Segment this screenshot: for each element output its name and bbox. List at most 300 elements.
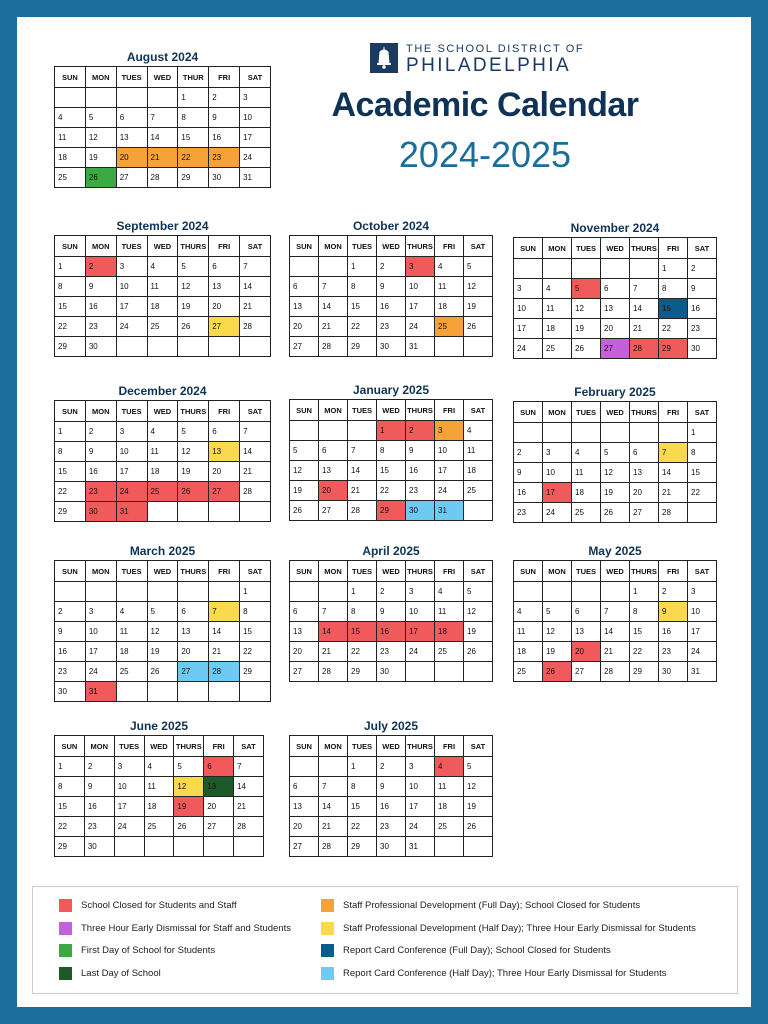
day-cell: 15 bbox=[377, 461, 406, 481]
day-cell: 29 bbox=[630, 662, 659, 682]
day-cell: 19 bbox=[178, 297, 209, 317]
weekday-header: SUN bbox=[290, 400, 319, 421]
legend-item bbox=[59, 897, 237, 913]
week-row bbox=[514, 483, 717, 503]
week-row bbox=[514, 622, 717, 642]
day-cell: 10 bbox=[543, 463, 572, 483]
weekday-header: SUN bbox=[514, 402, 543, 423]
month-calendar bbox=[54, 382, 271, 522]
empty-day-cell bbox=[543, 582, 572, 602]
week-row bbox=[290, 421, 493, 441]
day-cell: 16 bbox=[209, 128, 240, 148]
weekday-header: THURS bbox=[174, 736, 204, 757]
day-cell: 20 bbox=[630, 483, 659, 503]
day-cell: 24 bbox=[406, 317, 435, 337]
day-cell: 19 bbox=[543, 642, 572, 662]
week-row bbox=[290, 662, 493, 682]
day-cell: 3 bbox=[116, 422, 147, 442]
day-cell: 16 bbox=[659, 622, 688, 642]
day-cell: 3 bbox=[406, 757, 435, 777]
day-cell: 29 bbox=[659, 339, 688, 359]
empty-day-cell bbox=[240, 682, 271, 702]
day-cell: 26 bbox=[85, 168, 116, 188]
day-cell: 5 bbox=[85, 108, 116, 128]
day-cell: 29 bbox=[55, 837, 85, 857]
empty-day-cell bbox=[178, 502, 209, 522]
empty-day-cell bbox=[435, 837, 464, 857]
weekday-header: SAT bbox=[688, 561, 717, 582]
day-cell: 18 bbox=[116, 642, 147, 662]
day-cell: 23 bbox=[659, 642, 688, 662]
day-cell: 22 bbox=[348, 817, 377, 837]
day-cell: 10 bbox=[406, 777, 435, 797]
week-row bbox=[514, 339, 717, 359]
empty-day-cell bbox=[290, 757, 319, 777]
day-cell: 28 bbox=[319, 662, 348, 682]
day-cell: 8 bbox=[688, 443, 717, 463]
day-cell: 11 bbox=[543, 299, 572, 319]
day-cell: 29 bbox=[348, 837, 377, 857]
week-row bbox=[55, 622, 271, 642]
day-cell: 30 bbox=[377, 662, 406, 682]
day-cell: 13 bbox=[209, 442, 240, 462]
weekday-header-row bbox=[290, 561, 493, 582]
week-row bbox=[55, 168, 271, 188]
week-row bbox=[514, 503, 717, 523]
day-cell: 9 bbox=[209, 108, 240, 128]
day-cell: 11 bbox=[55, 128, 86, 148]
weekday-header: SAT bbox=[464, 400, 493, 421]
legend-swatch bbox=[321, 922, 334, 935]
day-cell: 30 bbox=[85, 337, 116, 357]
empty-day-cell bbox=[572, 259, 601, 279]
day-cell: 9 bbox=[377, 602, 406, 622]
day-cell: 28 bbox=[147, 168, 178, 188]
month-grid bbox=[513, 560, 717, 682]
day-cell: 6 bbox=[209, 422, 240, 442]
legend-swatch bbox=[321, 899, 334, 912]
legend-swatch bbox=[321, 967, 334, 980]
empty-day-cell bbox=[55, 582, 86, 602]
week-row bbox=[55, 837, 264, 857]
week-row bbox=[290, 501, 493, 521]
day-cell: 13 bbox=[572, 622, 601, 642]
day-cell: 1 bbox=[688, 423, 717, 443]
weekday-header: SUN bbox=[290, 561, 319, 582]
week-row bbox=[290, 257, 493, 277]
day-cell: 1 bbox=[348, 582, 377, 602]
day-cell: 1 bbox=[348, 757, 377, 777]
day-cell: 10 bbox=[116, 442, 147, 462]
day-cell: 12 bbox=[464, 777, 493, 797]
weekday-header: MON bbox=[85, 236, 116, 257]
day-cell: 2 bbox=[377, 757, 406, 777]
day-cell: 26 bbox=[290, 501, 319, 521]
weekday-header: FRI bbox=[435, 736, 464, 757]
month-calendar bbox=[54, 48, 271, 188]
day-cell: 1 bbox=[178, 88, 209, 108]
day-cell: 23 bbox=[85, 482, 116, 502]
day-cell: 14 bbox=[601, 622, 630, 642]
empty-day-cell bbox=[147, 337, 178, 357]
month-calendar bbox=[513, 383, 717, 523]
weekday-header: WED bbox=[147, 561, 178, 582]
month-title: October 2024 bbox=[352, 219, 430, 233]
weekday-header: MON bbox=[319, 736, 348, 757]
day-cell: 18 bbox=[572, 483, 601, 503]
day-cell: 12 bbox=[85, 128, 116, 148]
day-cell: 21 bbox=[234, 797, 264, 817]
day-cell: 6 bbox=[319, 441, 348, 461]
week-row bbox=[55, 642, 271, 662]
day-cell: 20 bbox=[319, 481, 348, 501]
weekday-header-row bbox=[290, 236, 493, 257]
month-title: May 2025 bbox=[588, 544, 642, 558]
day-cell: 1 bbox=[55, 757, 85, 777]
day-cell: 11 bbox=[116, 622, 147, 642]
week-row bbox=[290, 817, 493, 837]
day-cell: 27 bbox=[204, 817, 234, 837]
weekday-header: SUN bbox=[290, 236, 319, 257]
week-row bbox=[514, 602, 717, 622]
legend-swatch bbox=[59, 967, 72, 980]
day-cell: 31 bbox=[85, 682, 116, 702]
day-cell: 17 bbox=[406, 622, 435, 642]
day-cell: 4 bbox=[464, 421, 493, 441]
week-row bbox=[55, 277, 271, 297]
day-cell: 7 bbox=[319, 777, 348, 797]
day-cell: 8 bbox=[348, 277, 377, 297]
day-cell: 2 bbox=[688, 259, 717, 279]
empty-day-cell bbox=[572, 582, 601, 602]
day-cell: 16 bbox=[55, 642, 86, 662]
empty-day-cell bbox=[319, 421, 348, 441]
legend-swatch bbox=[59, 944, 72, 957]
weekday-header: MON bbox=[84, 736, 114, 757]
week-row bbox=[55, 777, 264, 797]
legend-swatch bbox=[59, 922, 72, 935]
day-cell: 9 bbox=[85, 442, 116, 462]
week-row bbox=[55, 442, 271, 462]
day-cell: 12 bbox=[174, 777, 204, 797]
week-row bbox=[290, 277, 493, 297]
week-row bbox=[514, 279, 717, 299]
day-cell: 12 bbox=[290, 461, 319, 481]
empty-day-cell bbox=[290, 257, 319, 277]
day-cell: 21 bbox=[319, 317, 348, 337]
day-cell: 7 bbox=[147, 108, 178, 128]
day-cell: 12 bbox=[464, 602, 493, 622]
empty-day-cell bbox=[116, 337, 147, 357]
legend-swatch bbox=[59, 899, 72, 912]
month-grid bbox=[54, 560, 271, 702]
day-cell: 1 bbox=[377, 421, 406, 441]
weekday-header: WED bbox=[144, 736, 174, 757]
day-cell: 27 bbox=[290, 337, 319, 357]
day-cell: 7 bbox=[630, 279, 659, 299]
day-cell: 19 bbox=[464, 297, 493, 317]
day-cell: 7 bbox=[319, 602, 348, 622]
legend-item bbox=[59, 942, 215, 958]
day-cell: 10 bbox=[435, 441, 464, 461]
empty-day-cell bbox=[464, 337, 493, 357]
day-cell: 7 bbox=[601, 602, 630, 622]
day-cell: 31 bbox=[435, 501, 464, 521]
day-cell: 1 bbox=[55, 422, 86, 442]
weekday-header-row bbox=[514, 402, 717, 423]
day-cell: 2 bbox=[85, 257, 116, 277]
day-cell: 31 bbox=[240, 168, 271, 188]
empty-day-cell bbox=[688, 503, 717, 523]
day-cell: 20 bbox=[290, 817, 319, 837]
weekday-header: MON bbox=[319, 236, 348, 257]
day-cell: 24 bbox=[406, 642, 435, 662]
day-cell: 17 bbox=[116, 462, 147, 482]
weekday-header: TUES bbox=[348, 236, 377, 257]
day-cell: 29 bbox=[240, 662, 271, 682]
day-cell: 20 bbox=[572, 642, 601, 662]
day-cell: 15 bbox=[659, 299, 688, 319]
day-cell: 25 bbox=[116, 662, 147, 682]
day-cell: 19 bbox=[147, 642, 178, 662]
weekday-header: FRI bbox=[659, 561, 688, 582]
day-cell: 23 bbox=[84, 817, 114, 837]
empty-day-cell bbox=[116, 682, 147, 702]
weekday-header: WED bbox=[601, 402, 630, 423]
day-cell: 8 bbox=[659, 279, 688, 299]
month-calendar bbox=[289, 381, 493, 521]
day-cell: 6 bbox=[116, 108, 147, 128]
day-cell: 28 bbox=[234, 817, 264, 837]
weekday-header: MON bbox=[543, 238, 572, 259]
day-cell: 25 bbox=[572, 503, 601, 523]
day-cell: 14 bbox=[240, 277, 271, 297]
day-cell: 17 bbox=[114, 797, 144, 817]
day-cell: 5 bbox=[178, 257, 209, 277]
day-cell: 8 bbox=[55, 777, 85, 797]
weekday-header: THURS bbox=[406, 736, 435, 757]
day-cell: 14 bbox=[348, 461, 377, 481]
day-cell: 24 bbox=[114, 817, 144, 837]
weekday-header: SAT bbox=[240, 67, 271, 88]
day-cell: 3 bbox=[435, 421, 464, 441]
day-cell: 23 bbox=[209, 148, 240, 168]
day-cell: 23 bbox=[377, 642, 406, 662]
day-cell: 24 bbox=[543, 503, 572, 523]
day-cell: 16 bbox=[377, 297, 406, 317]
day-cell: 16 bbox=[84, 797, 114, 817]
month-title: April 2025 bbox=[362, 544, 420, 558]
month-calendar bbox=[289, 717, 493, 857]
day-cell: 17 bbox=[85, 642, 116, 662]
week-row bbox=[290, 337, 493, 357]
weekday-header: WED bbox=[377, 236, 406, 257]
week-row bbox=[55, 148, 271, 168]
weekday-header: MON bbox=[85, 561, 116, 582]
day-cell: 20 bbox=[116, 148, 147, 168]
empty-day-cell bbox=[659, 423, 688, 443]
empty-day-cell bbox=[144, 837, 174, 857]
day-cell: 15 bbox=[348, 297, 377, 317]
day-cell: 5 bbox=[572, 279, 601, 299]
weekday-header: SUN bbox=[55, 236, 86, 257]
week-row bbox=[55, 108, 271, 128]
day-cell: 9 bbox=[377, 777, 406, 797]
month-grid bbox=[54, 66, 271, 188]
day-cell: 3 bbox=[116, 257, 147, 277]
day-cell: 25 bbox=[147, 317, 178, 337]
day-cell: 14 bbox=[319, 297, 348, 317]
day-cell: 12 bbox=[572, 299, 601, 319]
weekday-header-row bbox=[290, 400, 493, 421]
day-cell: 11 bbox=[572, 463, 601, 483]
day-cell: 20 bbox=[178, 642, 209, 662]
weekday-header-row bbox=[55, 736, 264, 757]
weekday-header: FRI bbox=[659, 402, 688, 423]
day-cell: 10 bbox=[688, 602, 717, 622]
empty-day-cell bbox=[147, 502, 178, 522]
empty-day-cell bbox=[114, 837, 144, 857]
day-cell: 29 bbox=[348, 337, 377, 357]
day-cell: 11 bbox=[435, 602, 464, 622]
empty-day-cell bbox=[234, 837, 264, 857]
month-grid bbox=[54, 235, 271, 357]
weekday-header: SAT bbox=[688, 402, 717, 423]
weekday-header: MON bbox=[543, 561, 572, 582]
empty-day-cell bbox=[178, 582, 209, 602]
day-cell: 30 bbox=[209, 168, 240, 188]
day-cell: 30 bbox=[55, 682, 86, 702]
day-cell: 13 bbox=[601, 299, 630, 319]
weekday-header: WED bbox=[377, 736, 406, 757]
day-cell: 23 bbox=[688, 319, 717, 339]
day-cell: 24 bbox=[406, 817, 435, 837]
empty-day-cell bbox=[209, 337, 240, 357]
day-cell: 1 bbox=[630, 582, 659, 602]
day-cell: 31 bbox=[406, 337, 435, 357]
weekday-header: SUN bbox=[290, 736, 319, 757]
day-cell: 6 bbox=[630, 443, 659, 463]
month-calendar bbox=[54, 717, 264, 857]
day-cell: 26 bbox=[464, 817, 493, 837]
weekday-header: TUES bbox=[572, 561, 601, 582]
day-cell: 20 bbox=[290, 317, 319, 337]
weekday-header-row bbox=[55, 561, 271, 582]
liberty-bell-icon bbox=[370, 43, 398, 73]
day-cell: 20 bbox=[601, 319, 630, 339]
week-row bbox=[55, 317, 271, 337]
day-cell: 11 bbox=[435, 777, 464, 797]
day-cell: 25 bbox=[543, 339, 572, 359]
day-cell: 13 bbox=[209, 277, 240, 297]
empty-day-cell bbox=[178, 337, 209, 357]
day-cell: 28 bbox=[319, 337, 348, 357]
weekday-header: TUES bbox=[348, 736, 377, 757]
weekday-header: THURS bbox=[406, 400, 435, 421]
day-cell: 5 bbox=[464, 582, 493, 602]
day-cell: 27 bbox=[319, 501, 348, 521]
day-cell: 31 bbox=[116, 502, 147, 522]
empty-day-cell bbox=[147, 88, 178, 108]
legend-label: Report Card Conference (Full Day); School Closed for Students bbox=[343, 944, 611, 956]
day-cell: 17 bbox=[688, 622, 717, 642]
day-cell: 17 bbox=[406, 297, 435, 317]
day-cell: 11 bbox=[144, 777, 174, 797]
day-cell: 5 bbox=[543, 602, 572, 622]
day-cell: 1 bbox=[55, 257, 86, 277]
day-cell: 22 bbox=[240, 642, 271, 662]
weekday-header: SUN bbox=[55, 561, 86, 582]
day-cell: 27 bbox=[209, 482, 240, 502]
empty-day-cell bbox=[174, 837, 204, 857]
day-cell: 6 bbox=[290, 277, 319, 297]
weekday-header: FRI bbox=[435, 236, 464, 257]
day-cell: 4 bbox=[543, 279, 572, 299]
day-cell: 19 bbox=[572, 319, 601, 339]
week-row bbox=[514, 319, 717, 339]
day-cell: 3 bbox=[240, 88, 271, 108]
day-cell: 24 bbox=[240, 148, 271, 168]
day-cell: 14 bbox=[147, 128, 178, 148]
day-cell: 18 bbox=[435, 297, 464, 317]
empty-day-cell bbox=[514, 582, 543, 602]
day-cell: 23 bbox=[85, 317, 116, 337]
day-cell: 26 bbox=[543, 662, 572, 682]
weekday-header: SAT bbox=[464, 236, 493, 257]
legend-label: Staff Professional Development (Half Day); Three Hour Early Dismissal for Students bbox=[343, 922, 696, 934]
day-cell: 18 bbox=[435, 797, 464, 817]
week-row bbox=[514, 299, 717, 319]
day-cell: 25 bbox=[435, 317, 464, 337]
empty-day-cell bbox=[464, 662, 493, 682]
weekday-header-row bbox=[514, 238, 717, 259]
week-row bbox=[55, 297, 271, 317]
day-cell: 6 bbox=[601, 279, 630, 299]
day-cell: 15 bbox=[630, 622, 659, 642]
weekday-header-row bbox=[55, 67, 271, 88]
day-cell: 4 bbox=[147, 257, 178, 277]
day-cell: 9 bbox=[514, 463, 543, 483]
week-row bbox=[514, 423, 717, 443]
day-cell: 31 bbox=[688, 662, 717, 682]
day-cell: 9 bbox=[406, 441, 435, 461]
month-title: March 2025 bbox=[129, 544, 196, 558]
day-cell: 24 bbox=[435, 481, 464, 501]
day-cell: 21 bbox=[240, 297, 271, 317]
week-row bbox=[55, 757, 264, 777]
day-cell: 9 bbox=[85, 277, 116, 297]
week-row bbox=[514, 642, 717, 662]
week-row bbox=[514, 582, 717, 602]
week-row bbox=[290, 582, 493, 602]
day-cell: 15 bbox=[55, 462, 86, 482]
day-cell: 4 bbox=[144, 757, 174, 777]
week-row bbox=[290, 441, 493, 461]
week-row bbox=[55, 337, 271, 357]
day-cell: 24 bbox=[116, 317, 147, 337]
weekday-header: SAT bbox=[240, 401, 271, 422]
empty-day-cell bbox=[204, 837, 234, 857]
month-grid bbox=[289, 735, 493, 857]
empty-day-cell bbox=[240, 502, 271, 522]
weekday-header: FRI bbox=[204, 736, 234, 757]
day-cell: 25 bbox=[144, 817, 174, 837]
weekday-header: TUES bbox=[116, 561, 147, 582]
week-row bbox=[55, 257, 271, 277]
day-cell: 16 bbox=[377, 622, 406, 642]
day-cell: 4 bbox=[55, 108, 86, 128]
weekday-header-row bbox=[514, 561, 717, 582]
